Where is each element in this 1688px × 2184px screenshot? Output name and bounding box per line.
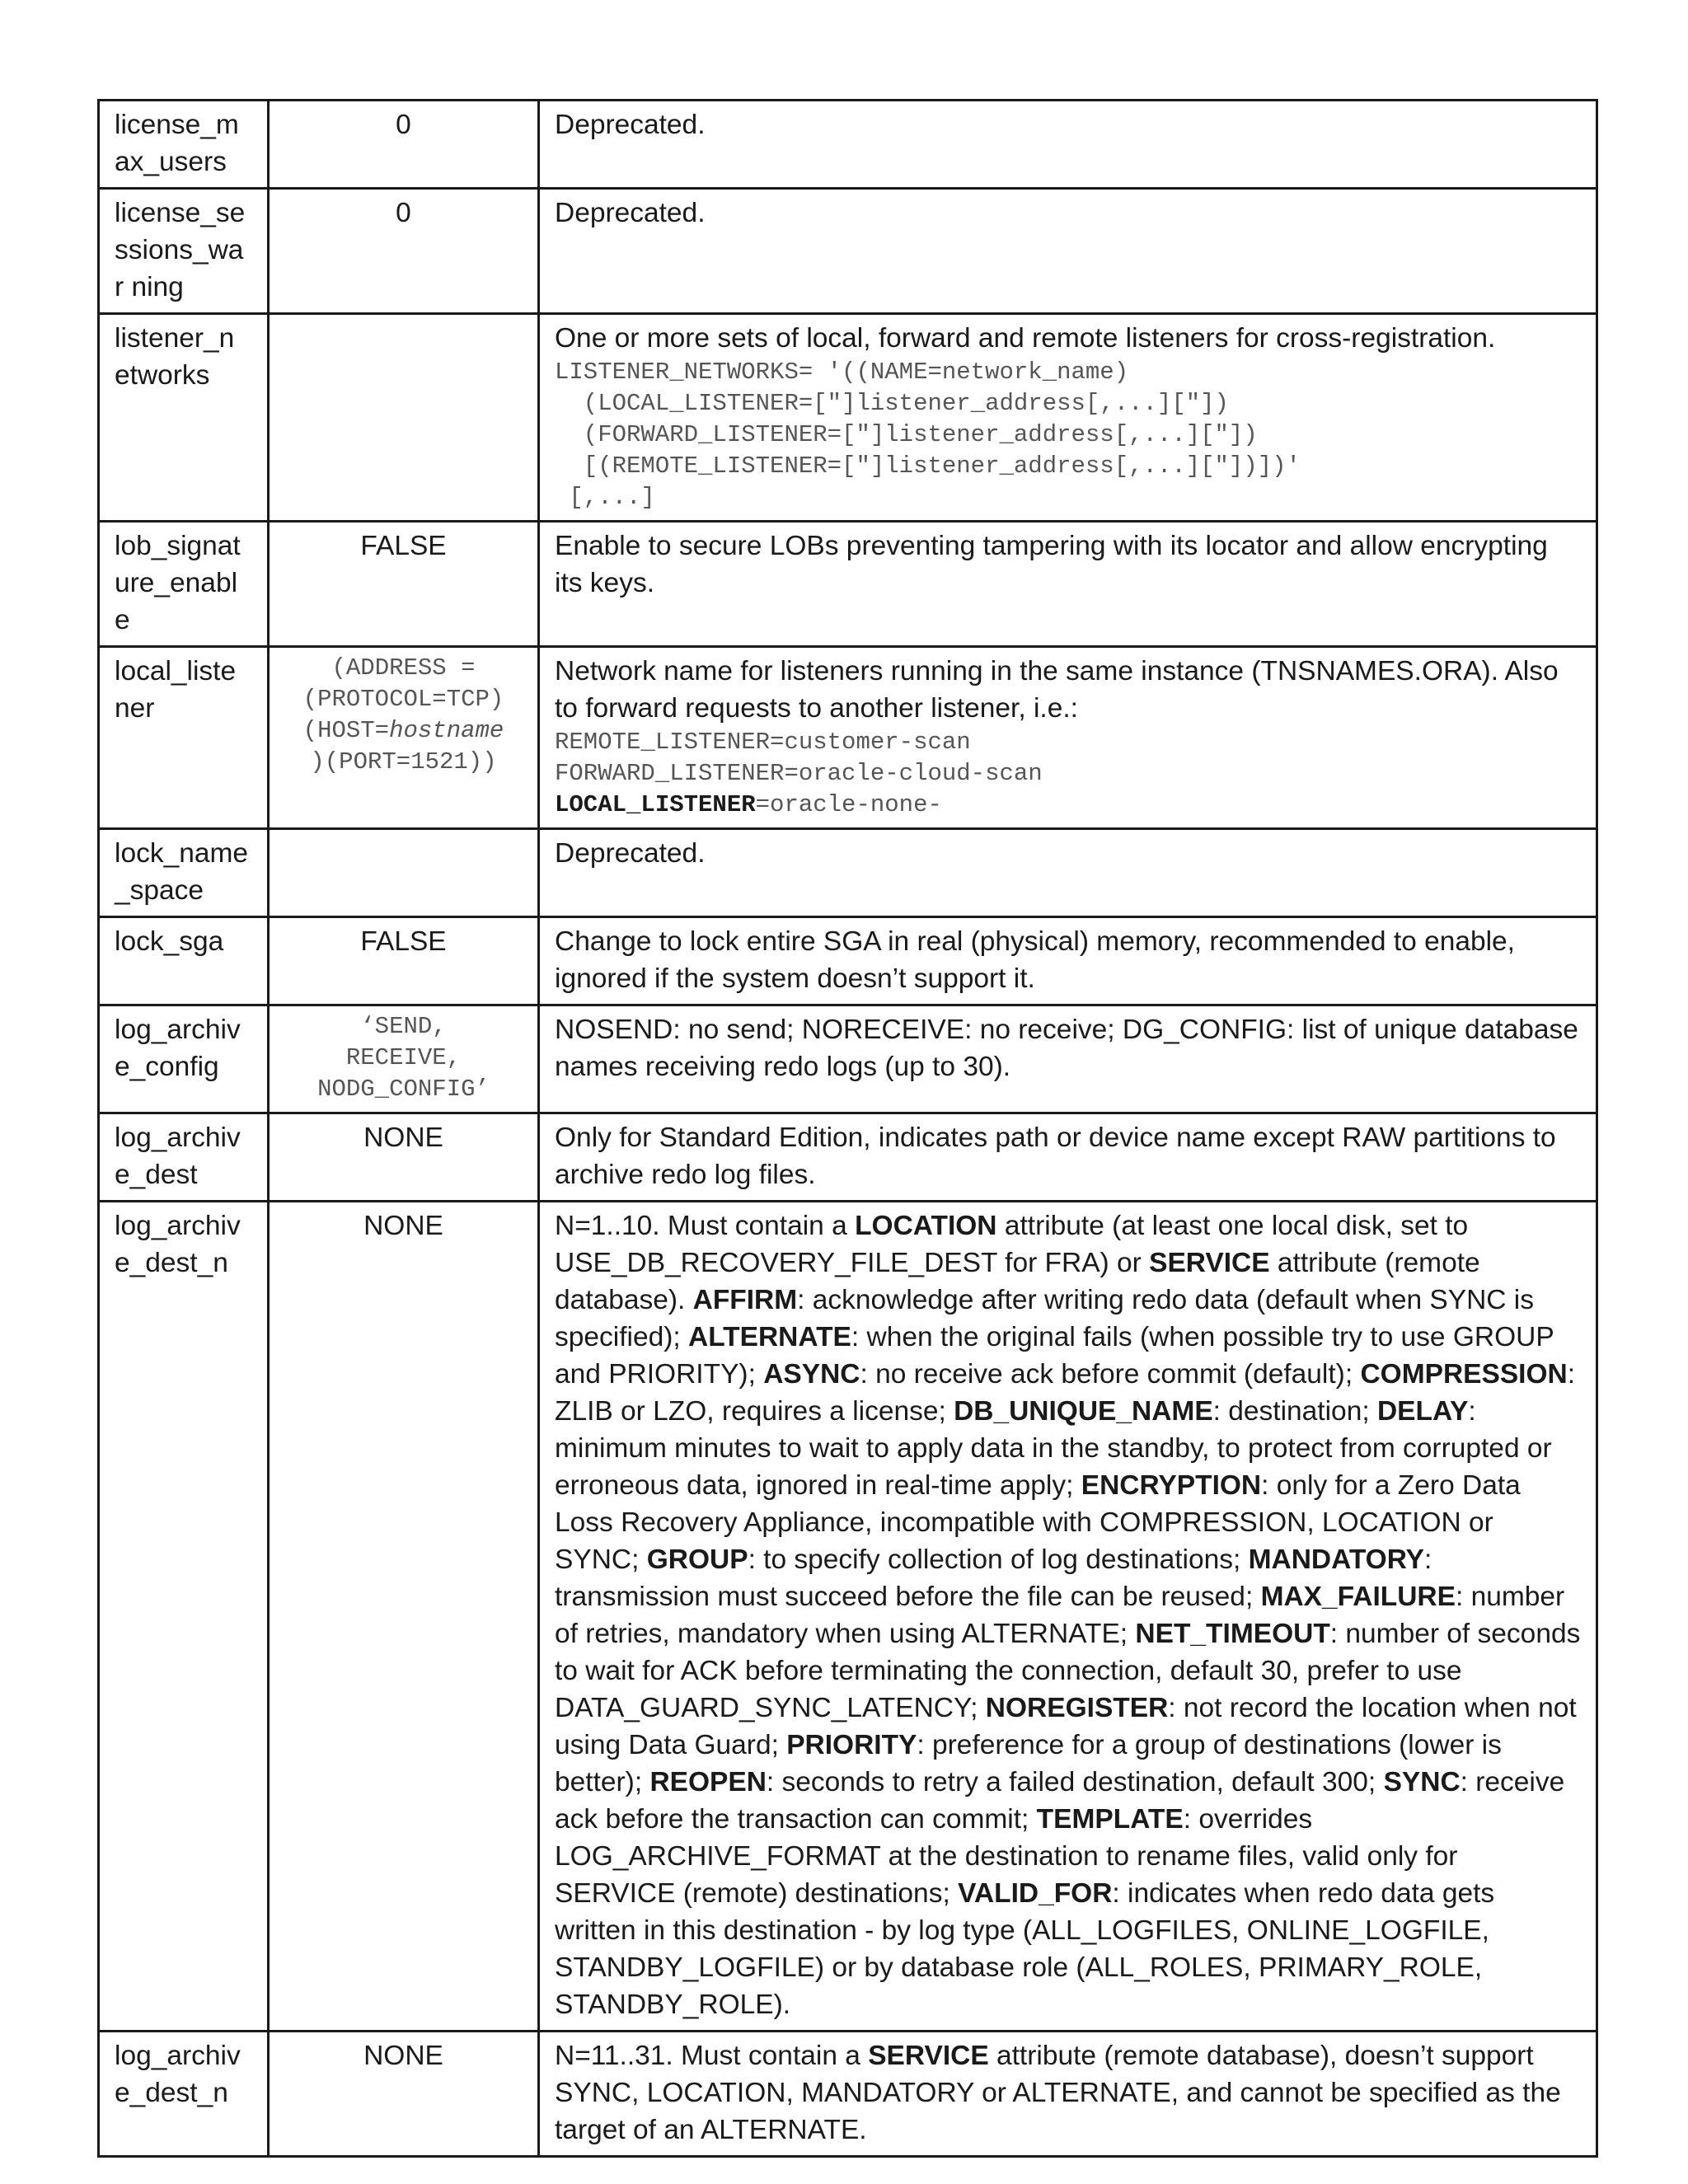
default-line: ‘SEND, (360, 1013, 447, 1040)
code-line: REMOTE_LISTENER=customer-scan (555, 729, 971, 756)
document-page (97, 99, 1596, 2158)
table-row (99, 101, 1597, 189)
table-row (99, 917, 1597, 1005)
code-line: (FORWARD_LISTENER=["]listener_address[,...]["]) (555, 421, 1258, 448)
default-line: RECEIVE, (345, 1044, 462, 1071)
param-default: FALSE (269, 522, 539, 647)
table-row (99, 189, 1597, 314)
description-text: Network name for listeners running in the same instance (TNSNAMES.ORA). Also to forward requests to another listener, i.e.: (555, 656, 1559, 724)
keyword: NOREGISTER (985, 1693, 1169, 1723)
code-line: (LOCAL_LISTENER=["]listener_address[,...]["]) (555, 390, 1229, 417)
param-name: log_archiv e_dest (99, 1113, 269, 1202)
default-line: (PROTOCOL=TCP) (302, 686, 504, 713)
param-default (269, 314, 539, 522)
table-row (99, 522, 1597, 647)
description-text: attribute (remote database). (555, 1248, 1480, 1315)
keyword: SYNC (1383, 1767, 1461, 1797)
param-description (539, 647, 1597, 829)
table-row (99, 1005, 1597, 1113)
description-text: attribute (remote database), doesn’t support SYNC, LOCATION, MANDATORY or ALTERNATE, and cannot be specified as the target of an ALTERNATE. (555, 2041, 1561, 2145)
description-text: : indicates when redo data gets written in this destination - by log type (ALL_LOGFILES, ONLINE_LOGFILE, STANDBY_LOGFILE) or by database role (ALL_ROLES, PRIMARY_ROLE, STANDBY_ROLE). (555, 1878, 1495, 2020)
description-text: : minimum minutes to wait to apply data in the standby, to protect from corrupted or erroneous data, ignored in real-time apply; (555, 1396, 1552, 1501)
description-text: : to specify collection of log destinations; (748, 1544, 1249, 1575)
keyword: ENCRYPTION (1081, 1470, 1262, 1501)
param-default (269, 829, 539, 917)
description-text: : not record the location when not using Data Guard; (555, 1693, 1577, 1760)
keyword: MANDATORY (1248, 1544, 1425, 1575)
code-line: LISTENER_NETWORKS= '((NAME=network_name) (555, 359, 1129, 386)
keyword: PRIORITY (786, 1730, 917, 1760)
code-keyword: LOCAL_LISTENER (555, 791, 756, 818)
param-name: log_archiv e_dest_n (99, 1202, 269, 2032)
description-text: : overrides LOG_ARCHIVE_FORMAT at the destination to rename files, valid only for SERVICE (remote) destinations; (555, 1804, 1458, 1909)
param-default: FALSE (269, 917, 539, 1005)
description-text: attribute (at least one local disk, set to USE_DB_RECOVERY_FILE_DEST for FRA) or (555, 1211, 1469, 1278)
table-row (99, 314, 1597, 522)
param-default: NONE (269, 1202, 539, 2032)
param-default: 0 (269, 189, 539, 314)
keyword: COMPRESSION (1360, 1359, 1568, 1390)
keyword: MAX_FAILURE (1260, 1582, 1456, 1612)
keyword: ALTERNATE (688, 1322, 851, 1352)
description-text: N=11..31. Must contain a (555, 2041, 869, 2071)
description-text: : acknowledge after writing redo data (default when SYNC is specified); (555, 1285, 1534, 1352)
code-line: [(REMOTE_LISTENER=["]listener_address[,...]["])])' (555, 452, 1301, 480)
param-name: license_m ax_users (99, 101, 269, 189)
description-text: : only for a Zero Data Loss Recovery Appliance, incompatible with COMPRESSION, LOCATION or SYNC; (555, 1470, 1521, 1575)
param-description: Change to lock entire SGA in real (physical) memory, recommended to enable, ignored if the system doesn’t support it. (539, 917, 1597, 1005)
param-description (539, 2032, 1597, 2157)
param-default (269, 1005, 539, 1113)
param-description (539, 314, 1597, 522)
param-description (539, 1202, 1597, 2032)
table-row (99, 1113, 1597, 1202)
table-row (99, 829, 1597, 917)
param-description: Deprecated. (539, 829, 1597, 917)
description-text: : preference for a group of destinations (lower is better); (555, 1730, 1502, 1797)
default-line: (ADDRESS = (331, 654, 476, 682)
keyword: LOCATION (855, 1211, 997, 1241)
description-text: : destination; (1212, 1396, 1377, 1427)
param-description: NOSEND: no send; NORECEIVE: no receive; DG_CONFIG: list of unique database names receiving redo logs (up to 30). (539, 1005, 1597, 1113)
description-text: : seconds to retry a failed destination, default 300; (766, 1767, 1384, 1797)
description-text: One or more sets of local, forward and remote listeners for cross-registration. (555, 323, 1496, 354)
param-name: license_se ssions_war ning (99, 189, 269, 314)
default-line: hostname (389, 717, 504, 744)
param-default: NONE (269, 2032, 539, 2157)
code-tail: =oracle-none- (755, 791, 942, 818)
table-row (99, 1202, 1597, 2032)
description-text: : when the original fails (when possible try to use GROUP and PRIORITY); (555, 1322, 1554, 1390)
code-line: FORWARD_LISTENER=oracle-cloud-scan (555, 760, 1043, 787)
keyword: AFFIRM (692, 1285, 798, 1315)
param-name: lock_sga (99, 917, 269, 1005)
param-name: log_archiv e_dest_n (99, 2032, 269, 2157)
default-line: NODG_CONFIG’ (317, 1076, 490, 1103)
code-line: [,...] (555, 484, 655, 511)
param-name: lock_name _space (99, 829, 269, 917)
default-line: )(PORT=1521)) (310, 748, 497, 776)
param-name: lob_signat ure_enabl e (99, 522, 269, 647)
param-default (269, 647, 539, 829)
default-line: (HOST= (302, 717, 390, 744)
description-text: N=1..10. Must contain a (555, 1211, 856, 1241)
keyword: SERVICE (868, 2041, 989, 2071)
table-row (99, 2032, 1597, 2157)
parameter-table (97, 99, 1598, 2158)
param-name: listener_n etworks (99, 314, 269, 522)
description-text: : no receive ack before commit (default); (860, 1359, 1361, 1390)
param-description: Deprecated. (539, 189, 1597, 314)
param-description: Enable to secure LOBs preventing tampering with its locator and allow encrypting its keys. (539, 522, 1597, 647)
keyword: NET_TIMEOUT (1135, 1619, 1330, 1649)
table-row (99, 647, 1597, 829)
keyword: VALID_FOR (958, 1878, 1113, 1909)
param-name: log_archiv e_config (99, 1005, 269, 1113)
description-text: : number of retries, mandatory when using ALTERNATE; (555, 1582, 1565, 1649)
keyword: TEMPLATE (1036, 1804, 1184, 1835)
keyword: DELAY (1376, 1396, 1469, 1427)
param-description: Only for Standard Edition, indicates path or device name except RAW partitions to archive redo log files. (539, 1113, 1597, 1202)
param-default: NONE (269, 1113, 539, 1202)
keyword: SERVICE (1149, 1248, 1270, 1278)
param-description: Deprecated. (539, 101, 1597, 189)
description-text: : number of seconds to wait for ACK before terminating the connection, default 30, prefer to use DATA_GUARD_SYNC_LATENCY; (555, 1619, 1581, 1723)
description-text: : transmission must succeed before the file can be reused; (555, 1544, 1432, 1612)
param-name: local_liste ner (99, 647, 269, 829)
keyword: DB_UNIQUE_NAME (954, 1396, 1213, 1427)
param-default: 0 (269, 101, 539, 189)
description-text: : receive ack before the transaction can commit; (555, 1767, 1565, 1835)
keyword: REOPEN (649, 1767, 767, 1797)
keyword: GROUP (646, 1544, 748, 1575)
keyword: ASYNC (763, 1359, 860, 1390)
code-line (555, 790, 1581, 821)
description-text: : ZLIB or LZO, requires a license; (555, 1359, 1576, 1427)
